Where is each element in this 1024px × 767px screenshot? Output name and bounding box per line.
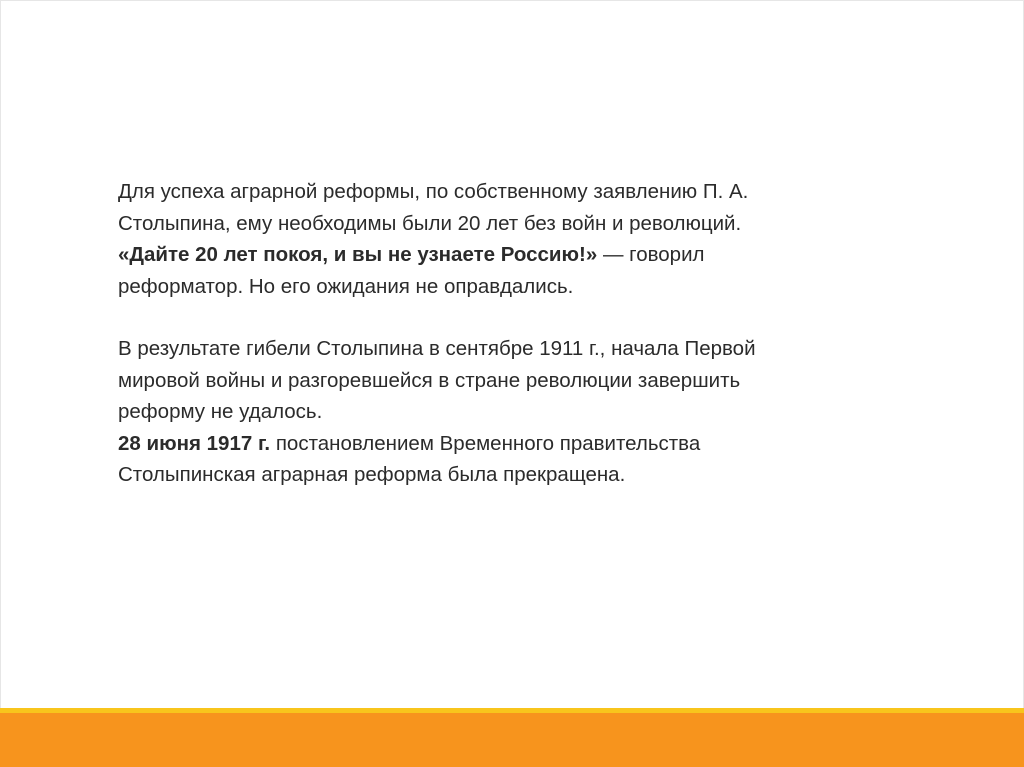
stolypin-quote: «Дайте 20 лет покоя, и вы не узнаете Россию!» bbox=[118, 243, 598, 266]
text-line: мировой войны и разгоревшейся в стране революции завершить bbox=[118, 368, 741, 392]
quote-attribution: — говорил bbox=[597, 243, 705, 266]
text-line-quote bbox=[118, 239, 878, 271]
text-line: Для успеха аграрной реформы, по собственному заявлению П. А. bbox=[118, 180, 749, 203]
text-line: Столыпинская аграрная реформа была прекращена. bbox=[118, 463, 626, 486]
slide-body bbox=[118, 176, 878, 491]
footer-bar bbox=[0, 713, 1024, 767]
text-line: В результате гибели Столыпина в сентябре 1911 г., начала Первой bbox=[118, 337, 756, 360]
date-description: постановлением Временного правительства bbox=[270, 431, 701, 455]
text-line-date bbox=[118, 428, 878, 460]
paragraph-reform-end bbox=[118, 333, 878, 491]
text-line: реформатор. Но его ожидания не оправдались. bbox=[118, 274, 574, 298]
paragraph-reform-conditions bbox=[118, 176, 878, 302]
end-date: 28 июня 1917 г. bbox=[118, 431, 271, 455]
text-line: реформу не удалось. bbox=[118, 400, 323, 423]
text-line: Столыпина, ему необходимы были 20 лет без войн и революций. bbox=[118, 211, 742, 235]
